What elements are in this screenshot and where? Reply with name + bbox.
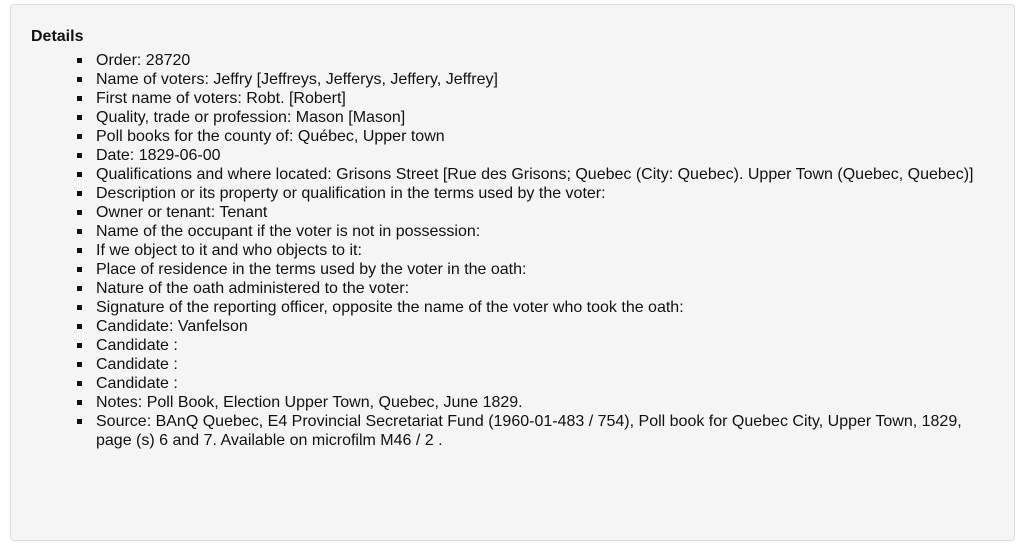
detail-item-first-name: First name of voters: Robt. [Robert] <box>76 89 994 108</box>
detail-item-occupant-name: Name of the occupant if the voter is not in possession: <box>76 222 994 241</box>
detail-item-candidate-1: Candidate: Vanfelson <box>76 317 994 336</box>
detail-item-notes: Notes: Poll Book, Election Upper Town, Quebec, June 1829. <box>76 393 994 412</box>
details-list <box>31 51 994 450</box>
detail-item-officer-signature: Signature of the reporting officer, opposite the name of the voter who took the oath: <box>76 298 994 317</box>
detail-item-order: Order: 28720 <box>76 51 994 70</box>
detail-item-candidate-4: Candidate : <box>76 374 994 393</box>
detail-item-oath-nature: Nature of the oath administered to the voter: <box>76 279 994 298</box>
detail-item-objection: If we object to it and who objects to it: <box>76 241 994 260</box>
detail-item-poll-books-county: Poll books for the county of: Québec, Upper town <box>76 127 994 146</box>
detail-item-date: Date: 1829-06-00 <box>76 146 994 165</box>
detail-item-owner-or-tenant: Owner or tenant: Tenant <box>76 203 994 222</box>
detail-item-profession: Quality, trade or profession: Mason [Mason] <box>76 108 994 127</box>
detail-item-candidate-2: Candidate : <box>76 336 994 355</box>
detail-item-place-of-residence: Place of residence in the terms used by the voter in the oath: <box>76 260 994 279</box>
detail-item-qualifications: Qualifications and where located: Grisons Street [Rue des Grisons; Quebec (City: Quebec). Upper Town (Quebec, Quebec)] <box>76 165 994 184</box>
detail-item-candidate-3: Candidate : <box>76 355 994 374</box>
details-panel <box>10 4 1015 541</box>
details-heading: Details <box>31 28 84 45</box>
detail-item-name-of-voters: Name of voters: Jeffry [Jeffreys, Jefferys, Jeffery, Jeffrey] <box>76 70 994 89</box>
detail-item-source: Source: BAnQ Quebec, E4 Provincial Secretariat Fund (1960-01-483 / 754), Poll book for Quebec City, Upper Town, 1829, page (s) 6 and 7. Available on microfilm M46 / 2 . <box>76 412 994 450</box>
detail-item-property-description: Description or its property or qualification in the terms used by the voter: <box>76 184 994 203</box>
